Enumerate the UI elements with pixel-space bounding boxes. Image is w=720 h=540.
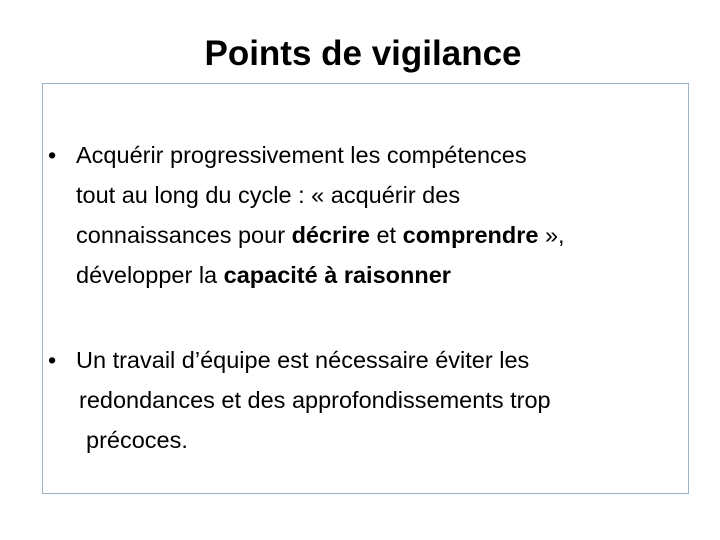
bullet-dot: •: [48, 142, 57, 168]
bullet-line: [48, 215, 565, 255]
bullet-item-travail-equipe: [48, 340, 551, 460]
text-run: précoces.: [86, 427, 188, 453]
bullet-line: [48, 175, 565, 215]
slide-title: Points de vigilance: [204, 34, 522, 73]
bold-text-run: décrire: [291, 222, 370, 248]
text-run: Un travail d’équipe est nécessaire éviter les: [76, 347, 530, 373]
bullet-line: [48, 380, 551, 420]
bullet-line: [48, 340, 551, 380]
text-run: et: [369, 222, 403, 248]
text-run: »,: [538, 222, 565, 248]
text-run: développer la: [76, 262, 224, 288]
bullet-line: [48, 420, 551, 460]
text-run: connaissances pour: [76, 222, 292, 248]
bold-text-run: capacité à raisonner: [223, 262, 451, 288]
text-run: tout au long du cycle : « acquérir des: [76, 182, 461, 208]
bold-text-run: comprendre: [402, 222, 539, 248]
bullet-line: [48, 135, 565, 175]
text-run: Acquérir progressivement les compétences: [76, 142, 527, 168]
bullet-item-competences: [48, 135, 565, 295]
bullet-line: [48, 255, 565, 295]
bullet-dot: •: [48, 347, 57, 373]
text-run: redondances et des approfondissements trop: [79, 387, 551, 413]
